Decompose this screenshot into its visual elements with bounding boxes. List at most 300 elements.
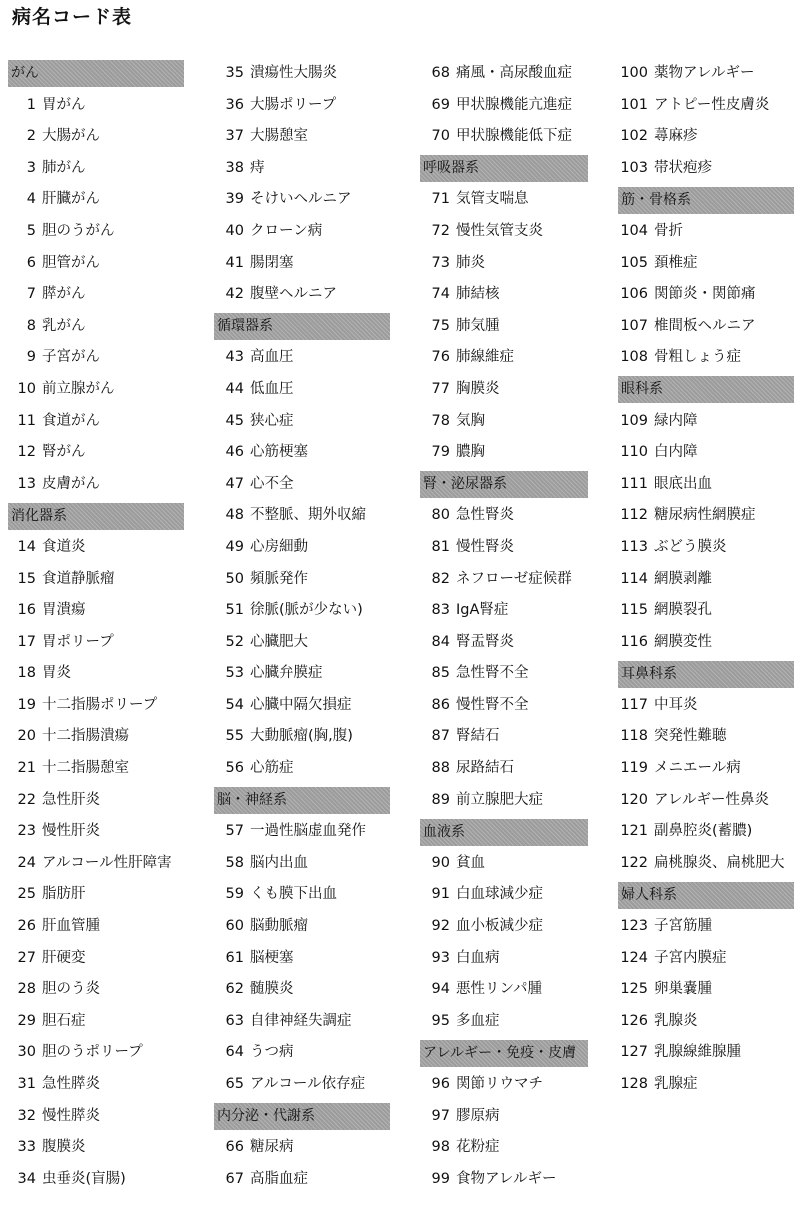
disease-name: 心不全	[250, 475, 294, 492]
disease-name: 糖尿病	[250, 1139, 294, 1156]
disease-code: 108	[620, 349, 648, 366]
disease-item	[8, 469, 184, 501]
disease-item	[8, 753, 184, 785]
disease-code: 58	[225, 854, 244, 871]
disease-code: 124	[620, 949, 648, 966]
disease-item	[420, 848, 602, 880]
disease-code: 90	[431, 854, 450, 871]
disease-item	[8, 721, 184, 753]
disease-code: 17	[17, 633, 36, 650]
disease-name: 慢性腎不全	[456, 696, 529, 713]
disease-item	[420, 184, 602, 216]
disease-item	[8, 1132, 184, 1164]
disease-name: 網膜剥離	[654, 570, 712, 587]
disease-item	[420, 974, 602, 1006]
disease-code: 80	[431, 507, 450, 524]
disease-code: 113	[620, 538, 648, 555]
disease-item	[420, 342, 602, 374]
disease-item	[420, 532, 602, 564]
disease-code: 21	[17, 760, 36, 777]
disease-code: 105	[620, 254, 648, 271]
disease-item	[214, 690, 392, 722]
disease-name: アトピー性皮膚炎	[654, 96, 770, 113]
disease-name: 膵がん	[42, 286, 86, 303]
disease-item	[618, 816, 796, 848]
disease-name: 腎結石	[456, 728, 500, 745]
disease-code: 112	[620, 507, 648, 524]
disease-name: 痛風・高尿酸血症	[456, 65, 572, 81]
disease-code: 13	[17, 475, 36, 492]
disease-code: 34	[17, 1170, 36, 1187]
disease-code: 12	[17, 444, 36, 461]
disease-code: 100	[620, 65, 648, 81]
disease-code: 127	[620, 1044, 648, 1061]
disease-name: 慢性膵炎	[42, 1107, 100, 1124]
disease-name: 心臓弁膜症	[250, 665, 323, 682]
category-header: 眼科系	[618, 376, 794, 403]
disease-name: 胃ポリープ	[42, 633, 114, 650]
disease-name: 白血球減少症	[456, 886, 543, 903]
disease-item	[618, 721, 796, 753]
disease-name: クローン病	[250, 222, 323, 239]
disease-name: 一過性脳虚血発作	[250, 823, 366, 840]
disease-item	[420, 911, 602, 943]
category-header: 腎・泌尿器系	[420, 471, 588, 498]
disease-name: 肺気腫	[456, 317, 500, 334]
disease-name: 甲状腺機能低下症	[456, 128, 572, 145]
disease-item	[214, 721, 392, 753]
disease-name: ネフローゼ症候群	[456, 570, 572, 587]
category-header: 循環器系	[214, 313, 390, 340]
disease-code: 20	[17, 728, 36, 745]
disease-item	[214, 532, 392, 564]
disease-item	[618, 342, 796, 374]
disease-name: アルコール性肝障害	[42, 854, 172, 871]
disease-code: 85	[431, 665, 450, 682]
disease-name: 腎盂腎炎	[456, 633, 514, 650]
category-header: 呼吸器系	[420, 155, 588, 182]
disease-code: 49	[225, 538, 244, 555]
disease-item	[214, 216, 392, 248]
disease-code: 66	[225, 1139, 244, 1156]
disease-item	[420, 248, 602, 280]
disease-code: 114	[620, 570, 648, 587]
disease-item	[8, 311, 184, 343]
disease-name: 多血症	[456, 1012, 500, 1029]
disease-name: 膠原病	[456, 1107, 500, 1124]
disease-item	[618, 153, 796, 185]
disease-name: 乳腺症	[654, 1076, 698, 1092]
disease-item	[214, 879, 392, 911]
disease-code: 74	[431, 286, 450, 303]
disease-code: 78	[431, 412, 450, 429]
disease-name: 不整脈、期外収縮	[250, 507, 366, 524]
disease-code: 44	[225, 380, 244, 397]
disease-item	[618, 90, 796, 122]
disease-code: 4	[26, 191, 36, 208]
disease-item	[8, 1037, 184, 1069]
disease-name: そけいヘルニア	[250, 191, 352, 208]
disease-name: 徐脈(脈が少ない)	[250, 602, 363, 619]
disease-name: 網膜裂孔	[654, 602, 712, 619]
disease-code: 103	[620, 159, 648, 176]
disease-item	[214, 406, 392, 438]
disease-name: 十二指腸潰瘍	[42, 728, 129, 745]
disease-item	[8, 406, 184, 438]
disease-code: 119	[620, 760, 648, 777]
disease-code: 125	[620, 981, 648, 998]
disease-code: 32	[17, 1107, 36, 1124]
disease-code: 109	[620, 412, 648, 429]
disease-item	[618, 58, 796, 90]
disease-code: 99	[431, 1170, 450, 1187]
disease-code: 38	[225, 159, 244, 176]
disease-code: 92	[431, 918, 450, 935]
disease-item	[420, 58, 602, 90]
disease-code: 115	[620, 602, 648, 619]
disease-name: 心筋梗塞	[250, 444, 308, 461]
disease-code: 30	[17, 1044, 36, 1061]
disease-code: 93	[431, 949, 450, 966]
category-header: 血液系	[420, 819, 588, 846]
disease-item	[8, 848, 184, 880]
disease-code: 84	[431, 633, 450, 650]
disease-name: アレルギー性鼻炎	[654, 791, 770, 808]
disease-item	[8, 627, 184, 659]
disease-code: 86	[431, 696, 450, 713]
disease-code: 118	[620, 728, 648, 745]
page-title: 病名コード表	[12, 6, 133, 28]
disease-item	[420, 279, 602, 311]
disease-name: 白内障	[654, 444, 698, 461]
disease-name: 大腸憩室	[250, 128, 308, 145]
disease-item	[8, 342, 184, 374]
disease-item	[214, 753, 392, 785]
disease-code: 3	[26, 159, 36, 176]
disease-name: 高脂血症	[250, 1170, 308, 1187]
disease-item	[420, 406, 602, 438]
disease-name: 突発性難聴	[654, 728, 727, 745]
disease-item	[214, 564, 392, 596]
disease-item	[8, 153, 184, 185]
disease-item	[420, 437, 602, 469]
category-header: がん	[8, 60, 184, 87]
disease-item	[8, 785, 184, 817]
disease-name: 胆石症	[42, 1012, 86, 1029]
disease-code: 69	[431, 96, 450, 113]
disease-name: 乳腺炎	[654, 1012, 698, 1029]
disease-item	[8, 911, 184, 943]
disease-code: 91	[431, 886, 450, 903]
disease-name: 高血圧	[250, 349, 294, 366]
disease-name: 急性肝炎	[42, 791, 100, 808]
disease-item	[420, 311, 602, 343]
disease-item	[214, 1164, 392, 1196]
disease-item	[214, 658, 392, 690]
disease-code: 50	[225, 570, 244, 587]
disease-name: 胆のう炎	[42, 981, 100, 998]
disease-item	[618, 500, 796, 532]
disease-name: 心筋症	[250, 760, 294, 777]
disease-code: 94	[431, 981, 450, 998]
disease-name: くも膜下出血	[250, 886, 337, 903]
disease-item	[8, 879, 184, 911]
disease-item	[8, 374, 184, 406]
disease-code: 26	[17, 918, 36, 935]
disease-item	[214, 342, 392, 374]
disease-code: 10	[17, 380, 36, 397]
disease-code: 56	[225, 760, 244, 777]
disease-name: 頚椎症	[654, 254, 698, 271]
disease-item	[214, 911, 392, 943]
disease-item	[618, 943, 796, 975]
disease-item	[214, 279, 392, 311]
disease-item	[420, 943, 602, 975]
disease-item	[214, 1069, 392, 1101]
disease-code: 98	[431, 1139, 450, 1156]
disease-code: 64	[225, 1044, 244, 1061]
disease-code: 122	[620, 854, 648, 871]
disease-name: 急性膵炎	[42, 1076, 100, 1092]
disease-name: ぶどう膜炎	[654, 538, 727, 555]
disease-code: 22	[17, 791, 36, 808]
disease-item	[214, 1006, 392, 1038]
disease-code: 36	[225, 96, 244, 113]
disease-name: 蕁麻疹	[654, 128, 698, 145]
disease-name: 急性腎不全	[456, 665, 529, 682]
disease-name: 食道静脈瘤	[42, 570, 115, 587]
disease-code: 107	[620, 317, 648, 334]
disease-code: 57	[225, 823, 244, 840]
disease-code: 87	[431, 728, 450, 745]
disease-code: 37	[225, 128, 244, 145]
disease-item	[420, 1006, 602, 1038]
disease-code: 51	[225, 602, 244, 619]
disease-item	[8, 1101, 184, 1133]
disease-name: 腹膜炎	[42, 1139, 86, 1156]
disease-code: 62	[225, 981, 244, 998]
category-header: 消化器系	[8, 503, 184, 530]
disease-name: 髄膜炎	[250, 981, 294, 998]
disease-item	[214, 1037, 392, 1069]
disease-code: 128	[620, 1076, 648, 1092]
disease-code: 97	[431, 1107, 450, 1124]
disease-code: 61	[225, 949, 244, 966]
disease-code: 111	[620, 475, 648, 492]
disease-item	[420, 879, 602, 911]
disease-item	[618, 1037, 796, 1069]
disease-item	[214, 437, 392, 469]
disease-item	[618, 532, 796, 564]
disease-code: 77	[431, 380, 450, 397]
disease-name: 椎間板ヘルニア	[654, 317, 756, 334]
disease-name: 虫垂炎(盲腸)	[42, 1170, 126, 1187]
disease-item	[618, 974, 796, 1006]
disease-item	[618, 311, 796, 343]
disease-name: 潰瘍性大腸炎	[250, 65, 337, 81]
disease-item	[8, 216, 184, 248]
code-column	[420, 58, 602, 1195]
disease-item	[8, 279, 184, 311]
disease-item	[618, 437, 796, 469]
disease-item	[618, 848, 796, 880]
disease-item	[214, 848, 392, 880]
disease-name: 乳がん	[42, 317, 86, 334]
disease-code: 42	[225, 286, 244, 303]
disease-code: 47	[225, 475, 244, 492]
disease-code: 110	[620, 444, 648, 461]
disease-code: 43	[225, 349, 244, 366]
disease-name: 心房細動	[250, 538, 308, 555]
disease-code: 96	[431, 1076, 450, 1092]
disease-code: 83	[431, 602, 450, 619]
disease-name: うつ病	[250, 1044, 294, 1061]
disease-name: 骨折	[654, 222, 683, 239]
disease-name: 腸閉塞	[250, 254, 294, 271]
disease-code: 52	[225, 633, 244, 650]
disease-name: 脳動脈瘤	[250, 918, 308, 935]
disease-name: 慢性腎炎	[456, 538, 514, 555]
disease-code: 116	[620, 633, 648, 650]
disease-name: 慢性肝炎	[42, 823, 100, 840]
disease-item	[214, 627, 392, 659]
disease-code: 101	[620, 96, 648, 113]
disease-code: 5	[26, 222, 36, 239]
category-header: 婦人科系	[618, 882, 794, 909]
disease-name: 関節リウマチ	[456, 1076, 543, 1092]
disease-item	[8, 1164, 184, 1196]
disease-code: 89	[431, 791, 450, 808]
disease-name: 腎がん	[42, 444, 86, 461]
code-column	[8, 58, 184, 1195]
disease-name: 食物アレルギー	[456, 1170, 557, 1187]
disease-code: 9	[26, 349, 36, 366]
disease-item	[618, 469, 796, 501]
disease-item	[8, 437, 184, 469]
disease-code: 53	[225, 665, 244, 682]
disease-name: 副鼻腔炎(蓄膿)	[654, 823, 753, 840]
disease-name: 心臓肥大	[250, 633, 308, 650]
disease-name: 胆のうポリープ	[42, 1044, 143, 1061]
disease-item	[8, 974, 184, 1006]
disease-code: 35	[225, 65, 244, 81]
disease-item	[214, 1132, 392, 1164]
code-column	[214, 58, 392, 1195]
disease-code: 117	[620, 696, 648, 713]
disease-code: 24	[17, 854, 36, 871]
disease-name: 大動脈瘤(胸,腹)	[250, 728, 353, 745]
disease-item	[618, 627, 796, 659]
disease-item	[420, 785, 602, 817]
disease-item	[618, 121, 796, 153]
disease-name: 貧血	[456, 854, 485, 871]
disease-item	[8, 595, 184, 627]
disease-name: 白血病	[456, 949, 500, 966]
disease-item	[214, 153, 392, 185]
disease-name: メニエール病	[654, 760, 741, 777]
disease-item	[214, 121, 392, 153]
disease-name: 痔	[250, 159, 265, 176]
disease-item	[420, 721, 602, 753]
category-header: 筋・骨格系	[618, 187, 794, 214]
disease-item	[214, 58, 392, 90]
disease-name: IgA腎症	[456, 602, 509, 619]
disease-item	[8, 816, 184, 848]
disease-item	[618, 1069, 796, 1101]
disease-name: 眼底出血	[654, 475, 712, 492]
disease-name: 胃がん	[42, 96, 86, 113]
disease-code: 15	[17, 570, 36, 587]
disease-name: 網膜変性	[654, 633, 712, 650]
disease-item	[214, 248, 392, 280]
disease-name: 扁桃腺炎、扁桃肥大	[654, 854, 785, 871]
disease-code: 76	[431, 349, 450, 366]
disease-item	[420, 1069, 602, 1101]
disease-item	[618, 785, 796, 817]
code-column	[618, 58, 796, 1101]
disease-name: 気胸	[456, 412, 485, 429]
disease-name: 中耳炎	[654, 696, 698, 713]
disease-item	[420, 374, 602, 406]
disease-code: 121	[620, 823, 648, 840]
disease-name: 十二指腸憩室	[42, 760, 129, 777]
disease-item	[420, 690, 602, 722]
disease-item	[420, 500, 602, 532]
disease-code: 41	[225, 254, 244, 271]
disease-name: 糖尿病性網膜症	[654, 507, 756, 524]
disease-code: 18	[17, 665, 36, 682]
disease-code: 60	[225, 918, 244, 935]
disease-code: 16	[17, 602, 36, 619]
disease-name: 胃炎	[42, 665, 71, 682]
disease-name: 血小板減少症	[456, 918, 543, 935]
disease-name: 腹壁ヘルニア	[250, 286, 337, 303]
disease-name: 大腸がん	[42, 128, 100, 145]
disease-item	[420, 216, 602, 248]
disease-code: 81	[431, 538, 450, 555]
disease-code: 75	[431, 317, 450, 334]
disease-name: 大腸ポリープ	[250, 96, 337, 113]
disease-code: 65	[225, 1076, 244, 1092]
disease-name: 肝硬変	[42, 949, 86, 966]
disease-code: 73	[431, 254, 450, 271]
disease-name: 狭心症	[250, 412, 294, 429]
disease-item	[618, 753, 796, 785]
disease-item	[214, 595, 392, 627]
disease-code: 46	[225, 444, 244, 461]
disease-code: 123	[620, 918, 648, 935]
disease-code: 79	[431, 444, 450, 461]
disease-code: 25	[17, 886, 36, 903]
disease-name: 肝血管腫	[42, 918, 100, 935]
disease-name: 卵巣嚢腫	[654, 981, 712, 998]
disease-code: 11	[17, 412, 36, 429]
disease-name: 尿路結石	[456, 760, 514, 777]
disease-item	[618, 911, 796, 943]
disease-name: 帯状疱疹	[654, 159, 712, 176]
disease-name: 肺線維症	[456, 349, 514, 366]
disease-code: 82	[431, 570, 450, 587]
category-header: 耳鼻科系	[618, 661, 794, 688]
disease-code: 28	[17, 981, 36, 998]
disease-item	[214, 374, 392, 406]
disease-code: 27	[17, 949, 36, 966]
disease-name: 脳内出血	[250, 854, 308, 871]
disease-code: 2	[26, 128, 36, 145]
disease-code: 104	[620, 222, 648, 239]
disease-code: 40	[225, 222, 244, 239]
disease-name: 胆のうがん	[42, 222, 115, 239]
